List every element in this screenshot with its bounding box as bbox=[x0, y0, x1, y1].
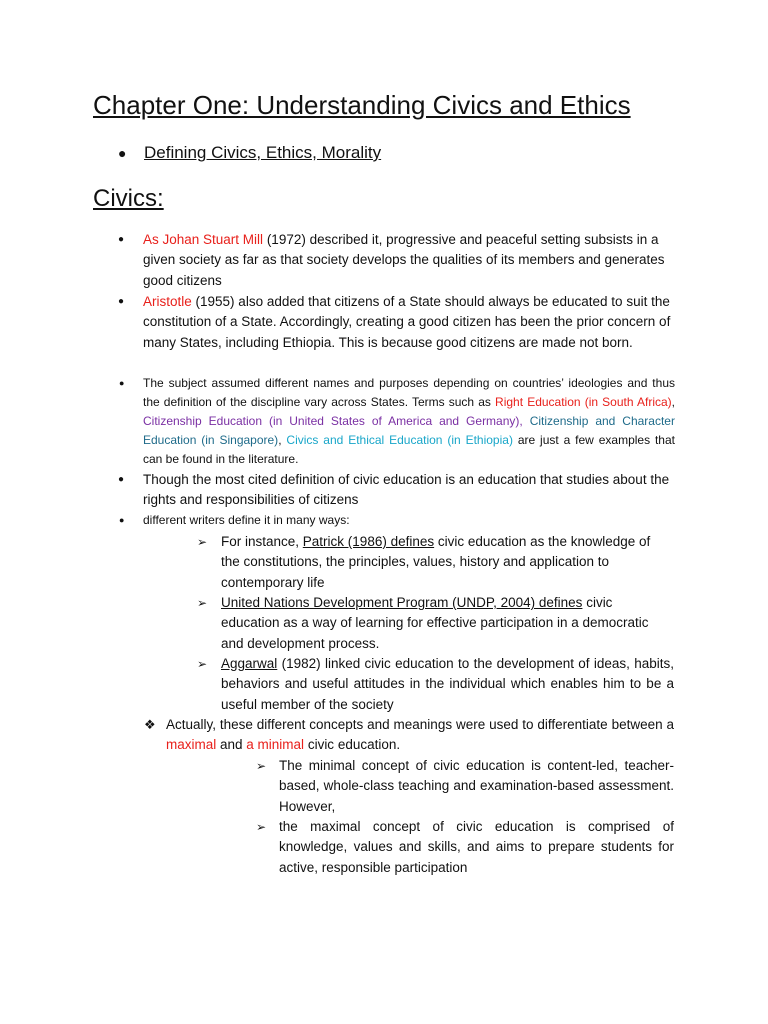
sub-list-item-text: civic education as the knowledge of the constitutions, the principles, values, history and application to contemporary life bbox=[221, 534, 651, 590]
citation: Aggarwal bbox=[221, 656, 278, 671]
arrow-bullet-icon: ➢ bbox=[256, 820, 267, 834]
list-item bbox=[143, 230, 677, 291]
citation: Patrick (1986) defines bbox=[302, 534, 435, 549]
diamond-bullet-icon: ❖ bbox=[144, 717, 156, 732]
arrow-bullet-icon: ➢ bbox=[256, 759, 267, 773]
term-citizenship-character-education: Citizenship and Character Education (in Singapore) bbox=[143, 414, 675, 447]
term-minimal: a minimal bbox=[246, 737, 305, 753]
term-civics-ethical-education: Civics and Ethical Education (in Ethiopia) bbox=[286, 433, 513, 447]
author-name: Aristotle bbox=[143, 294, 192, 309]
list-item-text: The subject assumed different names and purposes depending on countries’ ideologies and thus the definition of the discipline vary across States. Terms such as bbox=[143, 376, 675, 409]
bullet-icon: ● bbox=[118, 474, 125, 485]
list-item bbox=[143, 292, 677, 353]
diamond-item-text: Actually, these different concepts and meanings were used to differentiate between a bbox=[166, 717, 674, 732]
bullet-icon: ● bbox=[118, 145, 127, 161]
author-name: As Johan Stuart Mill bbox=[143, 232, 264, 247]
list-item: Though the most cited definition of civic education is an education that studies about the rights and responsibilities of citizens bbox=[143, 472, 670, 508]
bullet-icon: ● bbox=[118, 234, 125, 245]
sub-list-item bbox=[221, 532, 671, 593]
sub-list-item-text: civic education as a way of learning for effective participation in a democratic and development process. bbox=[221, 595, 649, 651]
deep-list-item: The minimal concept of civic education is content-led, teacher-based, whole-class teaching and examination-based assessment. However, bbox=[279, 758, 674, 814]
bullet-icon: ● bbox=[119, 378, 125, 388]
list-item: different writers define it in many ways: bbox=[143, 513, 350, 527]
sub-list-item bbox=[221, 593, 673, 654]
arrow-bullet-icon: ➢ bbox=[197, 657, 208, 671]
sub-list-item-text: For instance, bbox=[221, 534, 303, 549]
page-title: Chapter One: Understanding Civics and Ethics bbox=[93, 90, 631, 120]
arrow-bullet-icon: ➢ bbox=[197, 596, 208, 610]
section-heading: Civics: bbox=[93, 185, 164, 212]
term-right-education: Right Education (in South Africa) bbox=[495, 395, 672, 409]
citation: United Nations Development Program (UNDP, 2004) defines bbox=[221, 595, 583, 610]
separator bbox=[523, 414, 530, 428]
list-item-text: (1955) also added that citizens of a State should always be educated to suit the constitution of a State. Accordingly, creating a good citizen has been the prior concern of many States, including Ethiopia. This is because good citizens are made not born. bbox=[143, 294, 671, 350]
list-item-text: are just a few examples that can be found in the literature. bbox=[143, 433, 675, 466]
list-item-text: (1972) described it, progressive and peaceful setting subsists in a given society as far as that society develops the qualities of its members and generates good citizens bbox=[143, 232, 665, 288]
diamond-item-text: civic education. bbox=[304, 737, 401, 753]
diamond-item-text: and bbox=[216, 737, 247, 753]
sub-list-item-text: (1982) linked civic education to the development of ideas, habits, behaviors and useful attitudes in the individual which enables him to be a useful member of the society bbox=[221, 656, 674, 712]
term-maximal: maximal bbox=[166, 737, 217, 753]
subtitle: Defining Civics, Ethics, Morality bbox=[144, 143, 382, 162]
diamond-list-item bbox=[166, 715, 674, 756]
separator: , bbox=[671, 395, 675, 409]
separator: , bbox=[278, 433, 287, 447]
bullet-icon: ● bbox=[119, 515, 125, 525]
list-item bbox=[143, 374, 675, 469]
deep-list-item: the maximal concept of civic education is comprised of knowledge, values and skills, and aims to prepare students for active, responsible participation bbox=[279, 819, 674, 875]
term-citizenship-education: Citizenship Education (in United States of America and Germany), bbox=[143, 414, 523, 428]
bullet-icon: ● bbox=[118, 296, 125, 307]
arrow-bullet-icon: ➢ bbox=[197, 535, 208, 549]
sub-list-item bbox=[221, 654, 674, 715]
